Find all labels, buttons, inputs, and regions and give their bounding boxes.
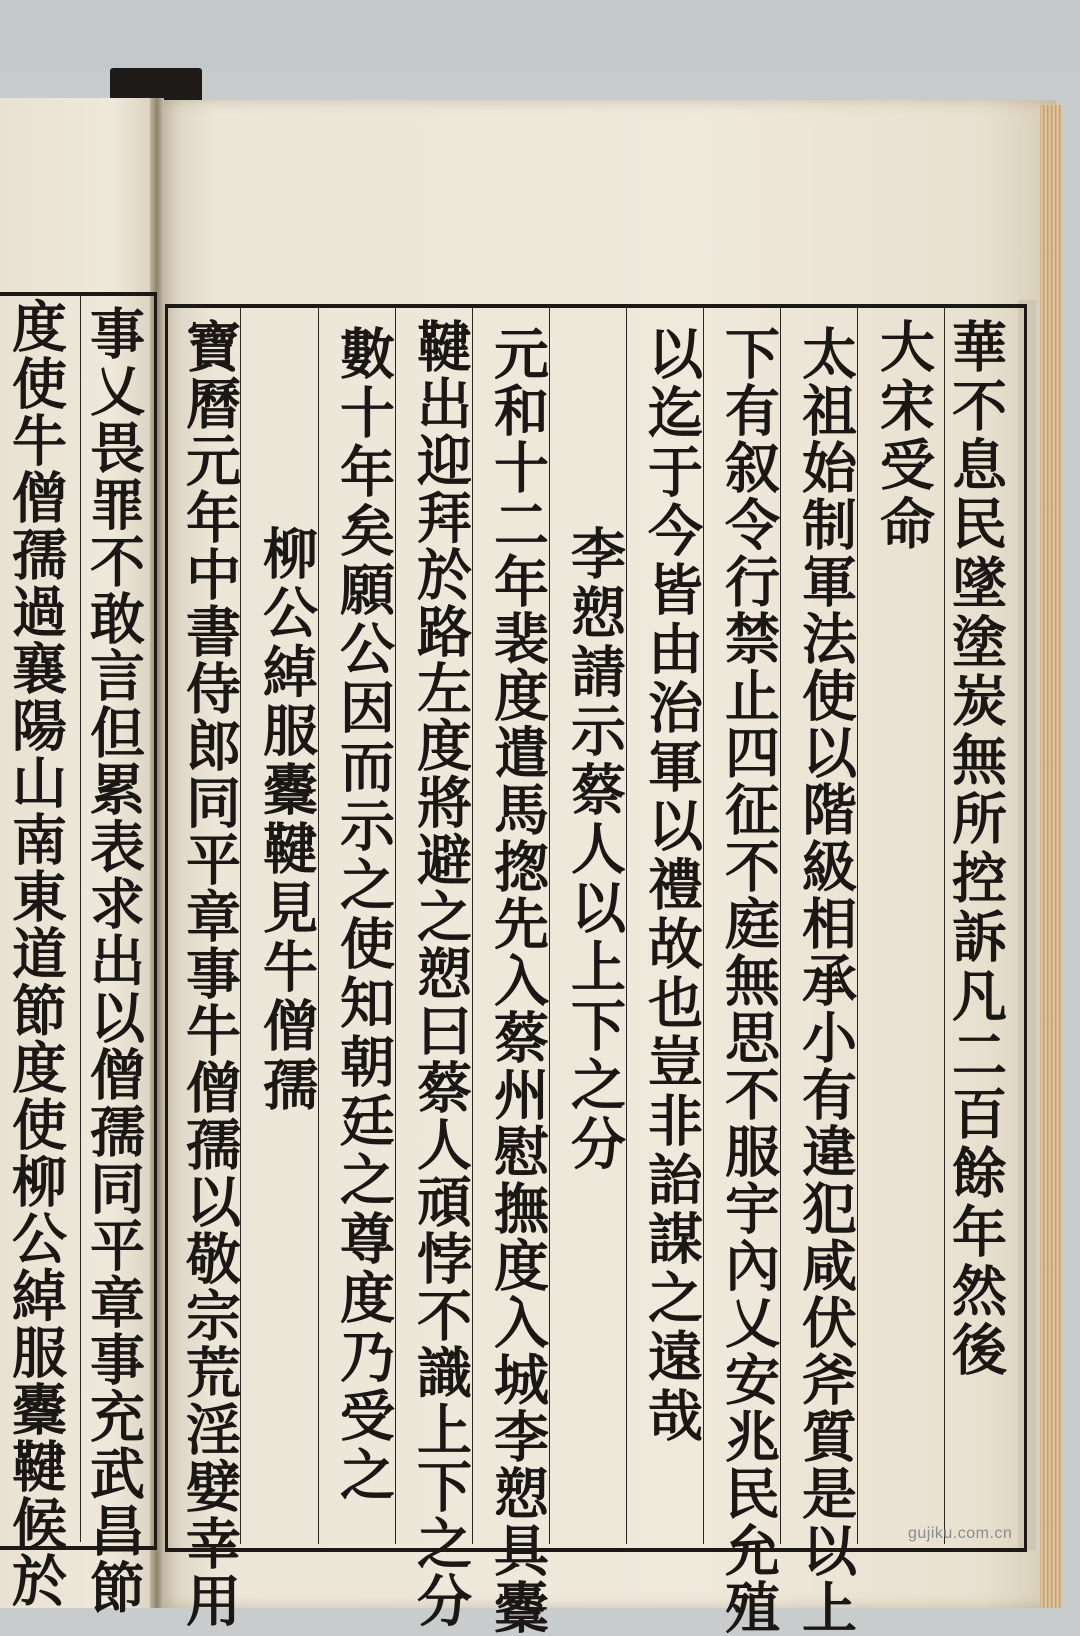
text-column-4: 下有叙令行禁止四征不庭無思不服宇內乂安兆民允殖 <box>716 325 781 1636</box>
text-column-6-heading: 李愬請示蔡人以上下之分 <box>562 525 627 1174</box>
text-column-2-heading: 大宋受命 <box>871 318 936 554</box>
text-column-11: 寶曆元年中書侍郎同平章事牛僧孺以敬宗荒淫嬖幸用 <box>177 318 242 1629</box>
text-column-5: 以迄于今皆由治軍以禮故也豈非詒謀之遠哉 <box>639 325 704 1446</box>
text-column-9: 數十年矣願公因而示之使知朝廷之尊度乃受之 <box>331 325 396 1505</box>
left-page-column-2: 度使牛僧孺過襄陽山南東道節度使柳公綽服櫜鞬候於 <box>3 298 68 1609</box>
text-column-7: 元和十二年裴度遣馬揔先入蔡州慰撫度入城李愬具櫜 <box>485 325 550 1636</box>
text-column-3: 太祖始制軍法使以階級相承小有違犯咸伏斧質是以上 <box>793 325 858 1636</box>
background-top <box>0 0 1080 72</box>
page-edge <box>1040 105 1062 1608</box>
text-column-1: 華不息民墜塗炭無所控訴凡二百餘年然後 <box>943 318 1008 1380</box>
left-page-column-1: 事乂畏罪不敢言但累表求出以僧孺同平章事充武昌節 <box>81 305 146 1616</box>
text-column-10-heading: 柳公綽服櫜鞬見牛僧孺 <box>254 525 319 1115</box>
watermark-text: gujiku.com.cn <box>908 1525 1013 1542</box>
text-column-8: 鞬出迎拜於路左度將避之愬曰蔡人頑悖不識上下之分 <box>408 318 473 1629</box>
